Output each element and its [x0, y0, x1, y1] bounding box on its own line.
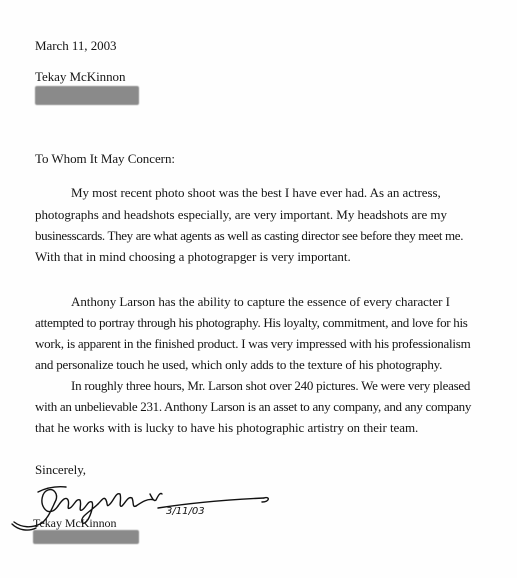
- redacted-address-block: [35, 86, 139, 105]
- paragraph-3-line-3: that he works with is lucky to have his photographic artistry on their team.: [35, 420, 419, 435]
- signature-printed-name: Tekay McKinnon: [33, 516, 117, 530]
- paragraph-2-line-2: attempted to portray through his photography. His loyalty, commitment, and love for his: [35, 315, 468, 330]
- signature-date: 3/11/03: [166, 506, 205, 517]
- paragraph-1-line-3: businesscards. They are what agents as well as casting director see before they meet me.: [35, 228, 464, 243]
- paragraph-1-line-4: With that in mind choosing a photograpger is very important.: [35, 249, 351, 264]
- paragraph-1-line-1: My most recent photo shoot was the best I have ever had. As an actress,: [71, 185, 441, 200]
- paragraph-3-line-1: In roughly three hours, Mr. Larson shot over 240 pictures. We were very pleased: [71, 378, 471, 393]
- paragraph-2-line-3: work, is apparent in the finished product. I was very impressed with his professionalism: [35, 336, 471, 351]
- paragraph-1-line-2: photographs and headshots especially, are very important. My headshots are my: [35, 207, 447, 222]
- salutation: To Whom It May Concern:: [35, 151, 175, 166]
- redacted-contact-block: [33, 530, 139, 544]
- paragraph-3-line-2: with an unbelievable 231. Anthony Larson is an asset to any company, and any company: [35, 399, 472, 414]
- closing: Sincerely,: [35, 462, 86, 477]
- letter-date: March 11, 2003: [35, 38, 117, 53]
- paragraph-2-line-1: Anthony Larson has the ability to capture the essence of every character I: [71, 294, 450, 309]
- sender-name: Tekay McKinnon: [35, 69, 126, 84]
- paragraph-2-line-4: and personalize touch he used, which only adds to the texture of his photography.: [35, 357, 443, 372]
